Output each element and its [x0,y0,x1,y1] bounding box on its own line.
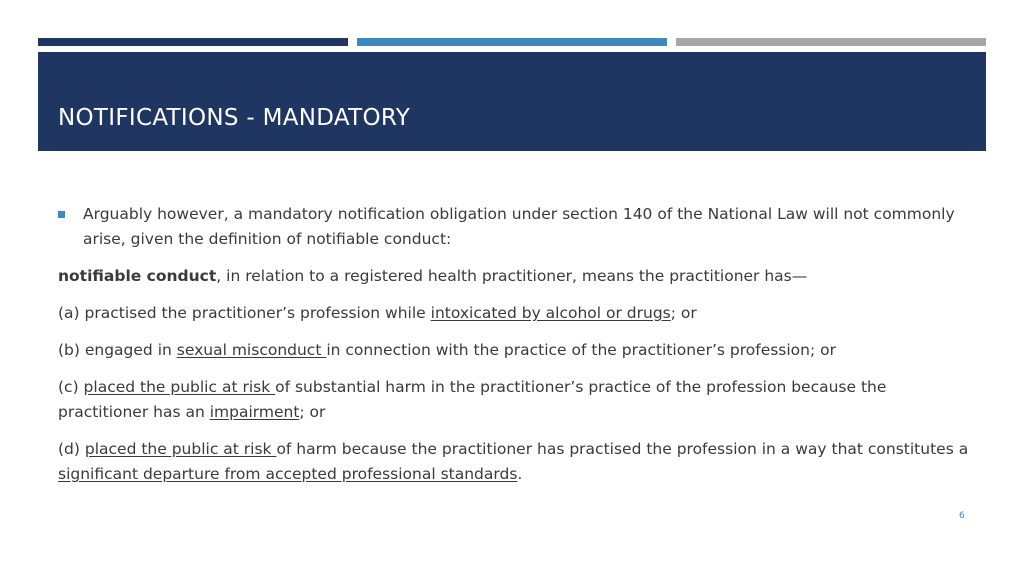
clause-c-link[interactable]: placed the public at risk [83,378,276,396]
square-bullet-icon [58,211,65,218]
clause-d [58,437,974,487]
clause-c-prefix: (c) [58,378,84,396]
bullet-text: Arguably however, a mandatory notification obligation under section 140 of the National Law will not commonly arise, given the definition of notifiable conduct: [83,205,955,248]
definition-paragraph [58,264,974,289]
clause-c-text: of substantial harm in the practitioner’s practice of the profession because the practitioner has an [58,378,887,421]
title-band [38,52,986,151]
definition-text: , in relation to a registered health practitioner, means the practitioner has— [216,267,808,285]
clause-c-suffix: ; or [299,403,326,421]
clause-d-prefix: (d) [58,440,85,458]
slide-body [58,202,974,487]
slide-title: NOTIFICATIONS - MANDATORY [58,105,411,131]
top-accent-bar-navy [38,38,348,46]
clause-b-link[interactable]: sexual misconduct [176,341,327,359]
page-number: 6 [959,511,965,521]
clause-d-suffix: . [517,465,523,483]
top-accent-bar-blue [357,38,667,46]
bullet-item [58,202,974,252]
clause-d-link[interactable]: placed the public at risk [84,440,277,458]
clause-b-text: (b) engaged in [58,341,177,359]
clause-b-suffix: in connection with the practice of the practitioner’s profession; or [326,341,836,359]
clause-a-link[interactable]: intoxicated by alcohol or drugs [430,304,671,322]
top-accent-bar-gray [676,38,986,46]
clause-d-link-standards[interactable]: significant departure from accepted professional standards [58,465,518,483]
clause-c [58,375,974,425]
clause-c-link-impairment[interactable]: impairment [209,403,300,421]
clause-a-text: (a) practised the practitioner’s profession while [58,304,431,322]
clause-a [58,301,974,326]
definition-term: notifiable conduct [58,267,217,285]
clause-d-text: of harm because the practitioner has practised the profession in a way that constitutes a [276,440,969,458]
clause-b [58,338,974,363]
clause-a-suffix: ; or [670,304,697,322]
